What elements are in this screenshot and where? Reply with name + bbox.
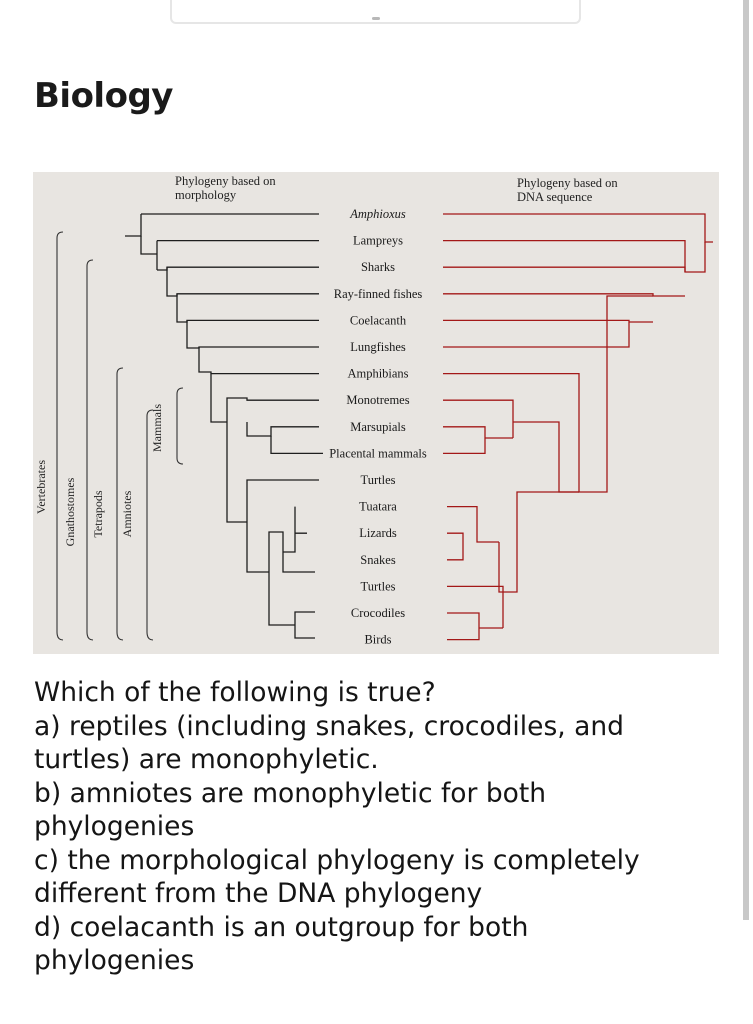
dna-branch [443, 267, 685, 272]
top-card [170, 0, 581, 24]
taxon-label: Ray-finned fishes [333, 286, 423, 301]
dna-branch [443, 400, 579, 492]
page-title: Biology [34, 76, 173, 116]
morph-branch [211, 374, 227, 422]
morph-branch [269, 507, 315, 625]
bracket-vertebrates [57, 232, 63, 640]
dna-branch [443, 320, 653, 347]
morph-branch [295, 612, 315, 638]
phylogeny-diagram [33, 172, 719, 654]
taxa-labels [329, 207, 427, 647]
option-d-line: phylogenies [34, 945, 195, 976]
morph-branch [247, 522, 269, 572]
morph-branch [177, 294, 319, 322]
phylogeny-figure [33, 172, 719, 654]
taxon-label: Snakes [360, 552, 396, 567]
scrollbar[interactable] [743, 0, 749, 920]
morph-branch [227, 422, 247, 522]
morph-branch [125, 214, 141, 236]
taxon-label: Lungfishes [350, 340, 406, 354]
taxon-label: Lampreys [353, 233, 403, 248]
question-line: Which of the following is true? [34, 677, 436, 708]
clade-label-mammals: Mammals [150, 404, 164, 452]
morph-branch [157, 241, 319, 270]
clade-label-vertebrates: Vertebrates [34, 460, 48, 514]
morph-branch [157, 267, 319, 270]
bracket-mammals [177, 388, 183, 464]
option-b-line: b) amniotes are monophyletic for both [34, 777, 547, 809]
option-a-line: a) reptiles (including snakes, crocodiles, and [34, 710, 624, 742]
morph-branch [199, 347, 319, 374]
clade-label-amniotes: Amniotes [120, 490, 134, 538]
dna-branch [443, 214, 713, 242]
clade-label-tetrapods: Tetrapods [91, 490, 105, 538]
taxon-label: Marsupials [350, 419, 406, 434]
taxon-label: Sharks [360, 260, 396, 275]
morph-branch [187, 320, 319, 348]
morph-branch [271, 436, 323, 453]
dna-tree [443, 214, 713, 640]
taxon-label: Coelacanth [349, 313, 407, 328]
taxon-label: Placental mammals [329, 446, 427, 461]
morph-branch [167, 267, 319, 296]
taxon-label: Tuatara [359, 499, 397, 514]
morphology-title-line1: Phylogeny based on [175, 174, 276, 188]
taxon-label: Amphioxus [350, 207, 406, 221]
taxon-label: Lizards [359, 526, 397, 541]
bracket-gnathostomes [87, 260, 93, 640]
morph-branch [227, 398, 319, 422]
morphology-title-line2: morphology [175, 188, 237, 202]
taxon-label: Turtles [360, 579, 396, 594]
dna-branch [447, 492, 579, 592]
question-text [34, 676, 724, 978]
taxon-label: Monotremes [346, 393, 410, 408]
option-b-line: phylogenies [34, 811, 195, 842]
option-d-line: d) coelacanth is an outgroup for both [34, 911, 529, 943]
morph-branch [247, 480, 319, 522]
morph-branch [141, 236, 157, 254]
option-c-line: different from the DNA phylogeny [34, 878, 483, 909]
taxon-label: Amphibians [347, 366, 409, 381]
clade-label-gnathostomes: Gnathostomes [63, 477, 77, 547]
taxon-label: Crocodiles [350, 606, 406, 620]
dna-title-line2: DNA sequence [517, 190, 593, 204]
option-a-line: turtles) are monophyletic. [34, 744, 379, 775]
taxon-label: Turtles [360, 473, 396, 487]
clade-brackets [57, 232, 183, 640]
morph-branch [247, 422, 319, 436]
dna-branch [447, 586, 503, 639]
taxon-label: Birds [364, 632, 392, 647]
option-c-line: c) the morphological phylogeny is completely [34, 844, 640, 876]
dna-branch [443, 296, 653, 492]
card-indicator [372, 17, 380, 20]
dna-title-line1: Phylogeny based on [517, 176, 618, 190]
